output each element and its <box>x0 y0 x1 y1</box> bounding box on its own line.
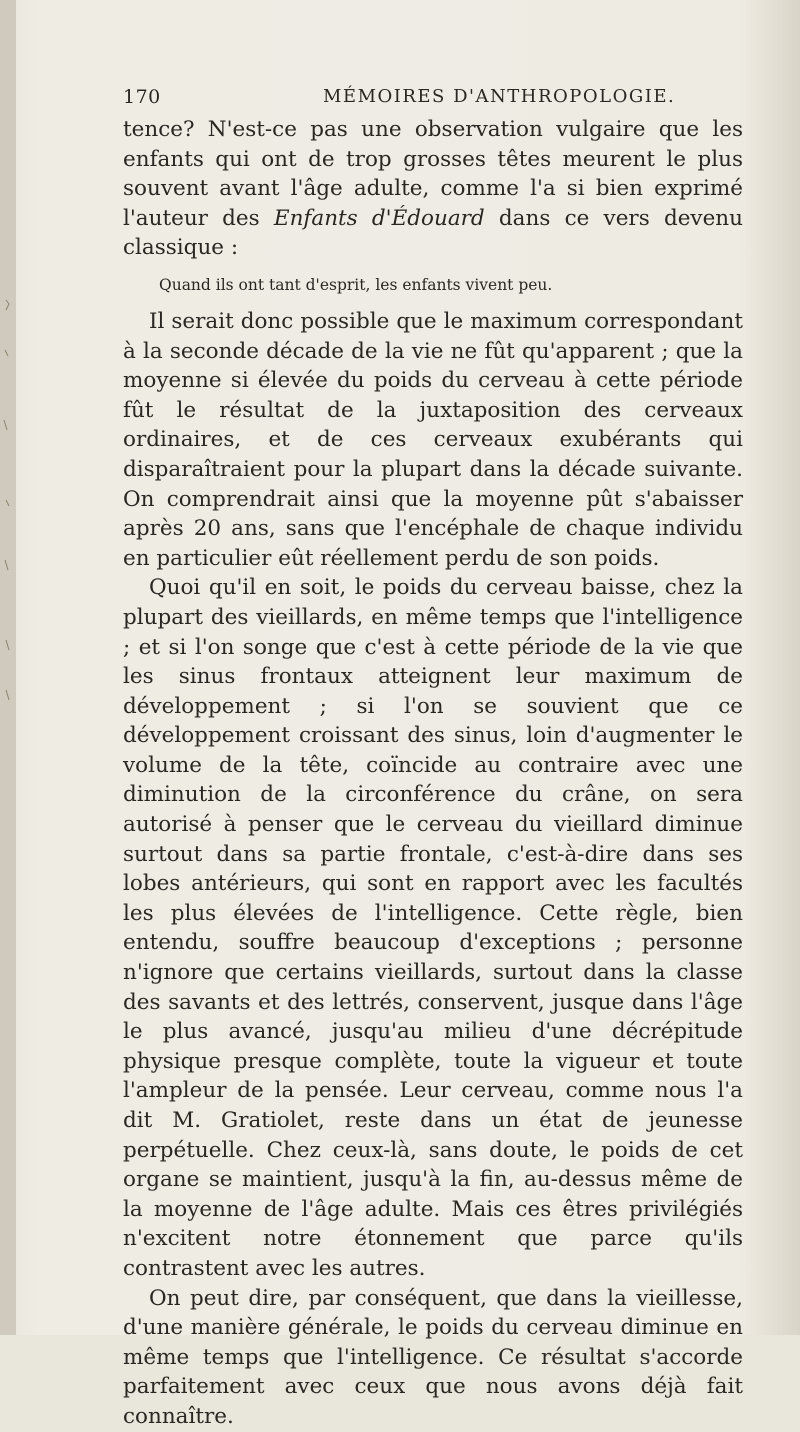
running-title: MÉMOIRES D'ANTHROPOLOGIE. <box>323 86 676 107</box>
paragraph-2: Il serait donc possible que le maximum correspondant à la seconde décade de la vie ne fût qu'apparent ; que la moyenne si élevée du poids du cerveau à cette période fût le résultat de la juxtaposition des cerveaux ordinaires, et de ces cerveaux exubérants qui disparaîtraient pour la plupart dans la décade suivante. On comprendrait ainsi que la moyenne pût s'abaisser après 20 ans, sans que l'encéphale de chaque individu en particulier eût réellement perdu de son poids. <box>123 308 743 571</box>
paragraph-1-text-b: dans ce vers devenu classique : <box>123 205 743 261</box>
page-number: 170 <box>123 86 161 108</box>
binding-edge-decoration <box>0 0 16 1335</box>
body-text <box>123 115 743 1432</box>
paragraph-1 <box>123 115 743 263</box>
paragraph-3: Quoi qu'il en soit, le poids du cerveau baisse, chez la plupart des vieillards, en même temps que l'intelligence ; et si l'on songe que c'est à cette période de la vie que les sinus frontaux atteignent leur maximum de développement ; si l'on se souvient que ce développement croissant des sinus, loin d'augmenter le volume de la tête, coïncide au contraire avec une diminution de la circonférence du crâne, on sera autorisé à penser que le cerveau du vieillard diminue surtout dans sa partie frontale, c'est-à-dire dans ses lobes antérieurs, qui sont en rapport avec les facultés les plus élevées de l'intelligence. Cette règle, bien entendu, souffre beaucoup d'exceptions ; personne n'ignore que certains vieillards, surtout dans la classe des savants et des lettrés, conservent, jusque dans l'âge le plus avancé, jusqu'au milieu d'une décrépitude physique presque complète, toute la vigueur et toute l'ampleur de la pensée. Leur cerveau, comme nous l'a dit M. Gratiolet, reste dans un état de jeunesse perpétuelle. Chez ceux-là, sans doute, le poids de cet organe se maintient, jusqu'à la fin, au-dessus même de la moyenne de l'âge adulte. Mais ces êtres privilégiés n'excitent notre étonnement que parce qu'ils contrastent avec les autres. <box>123 575 743 1281</box>
book-title-reference: Enfants d'Édouard <box>273 205 485 231</box>
page-header <box>123 86 743 110</box>
paragraph-1-text-a: tence? N'est-ce pas une observation vulgaire que les enfants qui ont de trop grosses têtes meurent le plus souvent avant l'âge adulte, comme l'a si bien exprimé l'auteur des <box>123 117 743 231</box>
paragraph-4: On peut dire, par conséquent, que dans la vieillesse, d'une manière générale, le poids du cerveau diminue en même temps que l'intelligence. Ce résultat s'accorde parfaitement avec ceux que nous avons déjà fait connaître. <box>123 1285 743 1429</box>
quoted-verse: Quand ils ont tant d'esprit, les enfants vivent peu. <box>159 275 553 294</box>
